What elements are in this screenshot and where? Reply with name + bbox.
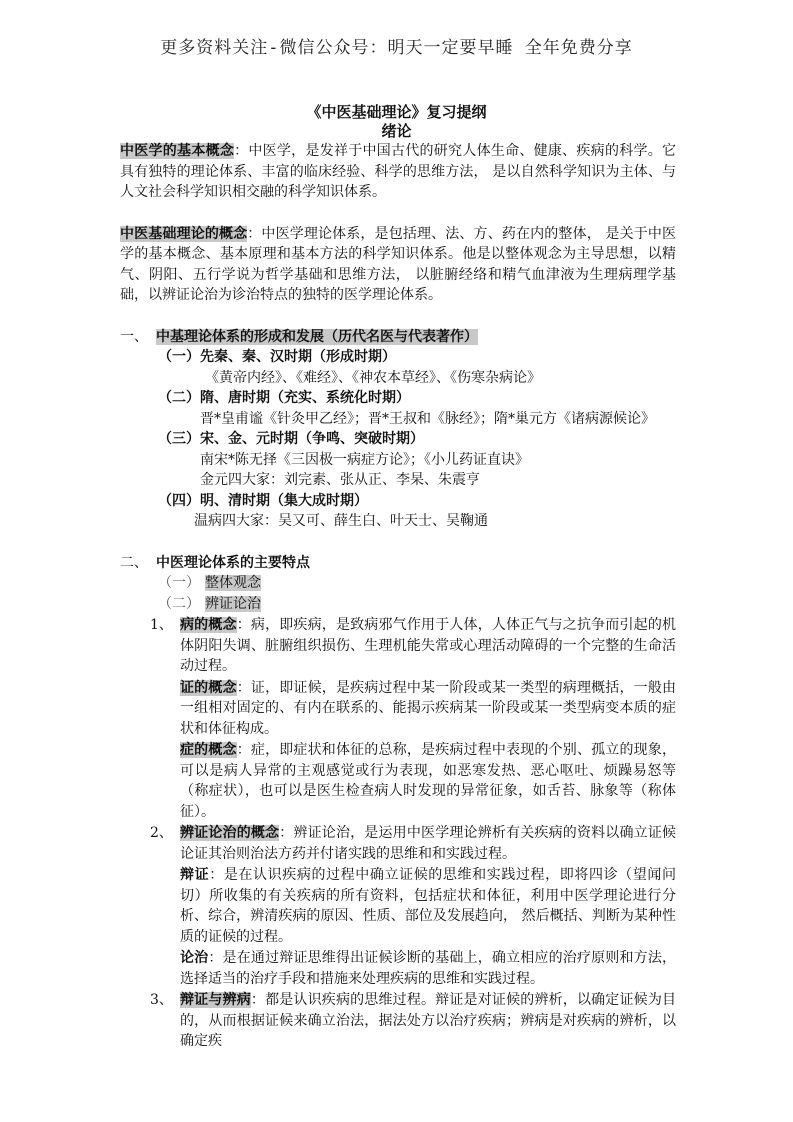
watermark-banner: 更多资料关注-微信公众号：明天一定要早睡 全年免费分享 bbox=[160, 38, 633, 58]
subsection-label: 辨证论治 bbox=[205, 595, 261, 612]
definition: ：证，即证候，是疾病过程中某一阶段或某一类型的病理概括，一般由一组相对固定的、有内在联系的、能揭示疾病某一阶段或某一类型病变本质的症状和体征构成。 bbox=[180, 679, 677, 737]
concept-item bbox=[150, 990, 676, 1052]
definition: ：中医学，是发祥于中国古代的研究人体生命、健康、疾病的科学。它具有独特的理论体系、丰富的临床经验、科学的思维方法， 是以自然科学知识为主体、与人文社会科学知识相交融的科学知识体系。 bbox=[120, 143, 677, 200]
item-number: 1、 bbox=[150, 617, 173, 633]
document-title: 《中医基础理论》复习提纲 bbox=[306, 103, 487, 121]
subsection-number: （二） bbox=[158, 595, 200, 612]
definition: ：辨证论治，是运用中医学理论辨析有关疾病的资料以确立证候论证其治则治法方药并付诸实践的思维和和实践过程。 bbox=[180, 825, 677, 862]
chapter-title: 绪论 bbox=[381, 122, 412, 140]
concept-paragraph bbox=[180, 823, 676, 864]
item-number: 2、 bbox=[150, 825, 173, 841]
period-number: （一） bbox=[158, 349, 200, 365]
intro-paragraph-2 bbox=[120, 224, 676, 306]
period-line: 温病四大家：吴又可、薛生白、叶天士、吴鞠通 bbox=[194, 513, 488, 529]
section-title: 中基理论体系的形成和发展（历代名医与代表著作） bbox=[156, 328, 478, 345]
item-number bbox=[150, 678, 180, 740]
definition: ：病，即疾病，是致病邪气作用于人体，人体正气与之抗争而引起的机体阴阳失调、脏腑组织损伤、生理机能失常或心理活动障碍的一个完整的生命活动过程。 bbox=[180, 617, 677, 674]
period-heading bbox=[158, 388, 676, 409]
item-number bbox=[150, 948, 180, 989]
concept-item bbox=[150, 823, 676, 864]
concept-item bbox=[150, 740, 676, 822]
item-number bbox=[150, 740, 180, 822]
period-number: （四） bbox=[158, 492, 200, 509]
definition: ：症，即症状和体征的总称，是疾病过程中表现的个别、孤立的现象， 可以是病人异常的主观感觉或行为表现，如恶寒发热、恶心呕吐、烦躁易怒等（称症状），也可以是医生检查病人时发现的异常征象，如舌苔、脉象等（称体征）。 bbox=[180, 742, 677, 820]
period-line: 《黄帝内经》、《难经》、《神农本草经》、《伤寒杂病论》 bbox=[205, 369, 541, 386]
period-heading bbox=[158, 429, 676, 450]
subsection bbox=[158, 594, 676, 615]
concept-item bbox=[150, 865, 676, 947]
concept-paragraph bbox=[180, 740, 676, 822]
concept-paragraph bbox=[180, 948, 676, 989]
concept-paragraph bbox=[180, 615, 676, 677]
definition: ：都是认识疾病的思维过程。辩证是对证候的辨析，以确定证候为目的，从而根据证候来确立治法，据法处方以治疗疾病；辨病是对疾病的辨析，以确定疾 bbox=[180, 992, 677, 1049]
item-number: 3、 bbox=[150, 992, 173, 1008]
period-title: 先秦、秦、汉时期（形成时期） bbox=[200, 349, 396, 365]
section-heading-2 bbox=[120, 553, 676, 574]
subsection bbox=[158, 573, 676, 594]
subsection-label: 整体观念 bbox=[205, 575, 261, 591]
concept-paragraph bbox=[180, 865, 676, 947]
section-title: 中医理论体系的主要特点 bbox=[156, 554, 310, 571]
period-heading bbox=[158, 347, 676, 368]
period-heading bbox=[158, 491, 676, 512]
term: 症的概念 bbox=[180, 742, 237, 758]
concept-item bbox=[150, 948, 676, 989]
item-number bbox=[150, 865, 180, 947]
definition: ：中医学理论体系，是包括理、法、方、药在内的整体， 是关于中医学的基本概念、基本原理和基本方法的科学知识体系。他是以整体观念为主导思想，以精气、阴阳、五行学说为哲学基础和思维方法， 以脏腑经络和精气血津液为生理病理学基础，以辨证论治为诊治特点的独特的医学理论体系。 bbox=[120, 225, 676, 303]
term: 论治 bbox=[180, 950, 209, 966]
concept-item bbox=[150, 678, 676, 740]
term: 中医基础理论的概念 bbox=[120, 225, 248, 242]
term: 病的概念 bbox=[180, 617, 237, 633]
subsection-number: （一） bbox=[158, 575, 200, 591]
section-number: 二、 bbox=[120, 554, 148, 571]
period-line: 南宋*陈无择《三因极一病症方论》；《小儿药证直诀》 bbox=[200, 451, 529, 468]
term: 辩证与辨病 bbox=[180, 992, 251, 1008]
term: 中医学的基本概念 bbox=[120, 143, 235, 159]
period-line: 晋*皇甫谧《针灸甲乙经》；晋*王叔和《脉经》；隋*巢元方《诸病源候论》 bbox=[200, 410, 655, 427]
concept-paragraph bbox=[180, 990, 676, 1052]
term: 证的概念 bbox=[180, 679, 237, 696]
concept-list bbox=[120, 615, 676, 1052]
period-line: 金元四大家：刘完素、张从正、李杲、朱震亨 bbox=[200, 472, 480, 488]
term: 辩证 bbox=[180, 867, 210, 883]
period-title: 隋、唐时期（充实、系统化时期） bbox=[200, 390, 410, 406]
section-heading-1 bbox=[120, 327, 676, 348]
period-title: 宋、金、元时期（争鸣、突破时期） bbox=[200, 431, 424, 447]
term: 辨证论治的概念 bbox=[180, 825, 280, 841]
concept-paragraph bbox=[180, 678, 676, 740]
intro-paragraph-1 bbox=[120, 141, 676, 203]
period-number: （三） bbox=[158, 431, 200, 447]
section-number: 一、 bbox=[120, 328, 148, 345]
period-number: （二） bbox=[158, 390, 200, 406]
definition: ：是在认识疾病的过程中确立证候的思维和实践过程，即将四诊（望闻问切）所收集的有关疾病的所有资料，包括症状和体征，利用中医学理论进行分析、综合，辨清疾病的原因、性质、部位及发展趋向， 然后概括、判断为某种性质的证候的过程。 bbox=[180, 867, 677, 945]
definition: ：是在通过辩证思维得出证候诊断的基础上，确立相应的治疗原则和方法，选择适当的治疗手段和措施来处理疾病的思维和实践过程。 bbox=[180, 950, 677, 987]
period-title: 明、清时期（集大成时期） bbox=[200, 492, 368, 509]
concept-item bbox=[150, 615, 676, 677]
